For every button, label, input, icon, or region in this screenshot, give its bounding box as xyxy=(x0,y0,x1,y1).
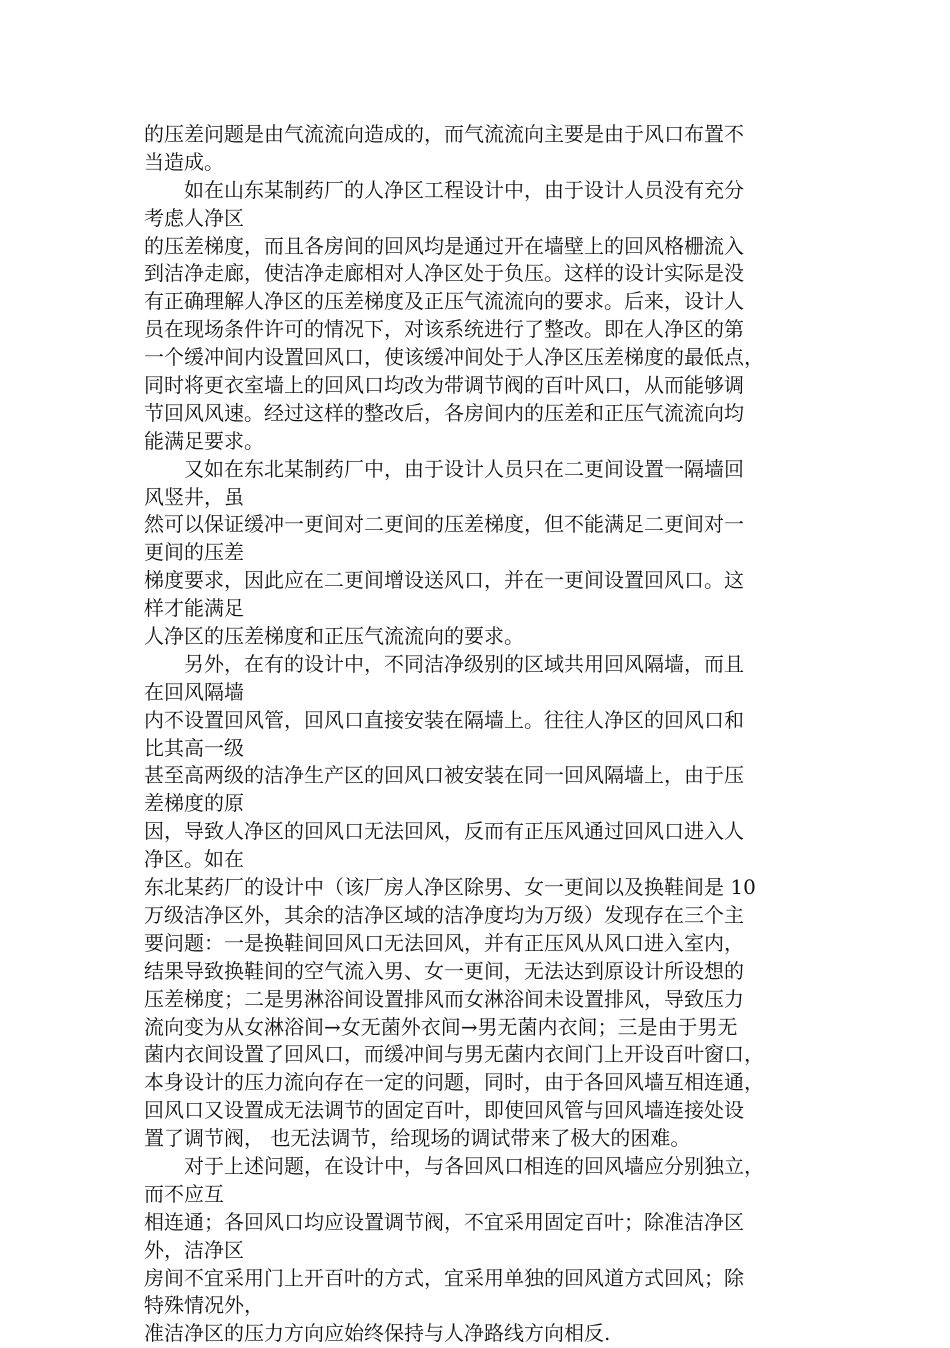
text-line: 比其高一级 xyxy=(144,735,244,760)
text-line: 然可以保证缓冲一更间对二更间的压差梯度，但不能满足二更间对一 xyxy=(144,512,744,537)
text-line: 差梯度的原 xyxy=(144,791,244,816)
text-line: 结果导致换鞋间的空气流入男、女一更间，无法达到原设计所设想的 xyxy=(144,958,744,983)
text-line: 净区。如在 xyxy=(144,847,244,872)
text-line: 风竖井，虽 xyxy=(144,484,244,509)
text-line: 同时将更衣室墙上的回风口均改为带调节阀的百叶风口，从而能够调 xyxy=(144,373,744,398)
text-line: 当造成。 xyxy=(144,149,224,174)
body-text xyxy=(144,121,824,1348)
text-line: 内不设置回风管，回风口直接安装在隔墙上。往往人净区的回风口和 xyxy=(144,707,744,732)
text-line: 回风口又设置成无法调节的固定百叶，即使回风管与回风墙连接处设 xyxy=(144,1098,744,1123)
text-line: 样才能满足 xyxy=(144,596,244,621)
text-line: 万级洁净区外，其余的洁净区域的洁净度均为万级）发现存在三个主 xyxy=(144,902,744,927)
text-line: 一个缓冲间内设置回风口，使该缓冲间处于人净区压差梯度的最低点， xyxy=(144,345,764,370)
text-line: 的压差梯度，而且各房间的回风均是通过开在墙壁上的回风格栅流入 xyxy=(144,233,744,258)
text-line: 置了调节阀， 也无法调节，给现场的调试带来了极大的困难。 xyxy=(144,1126,691,1151)
text-line: 因，导致人净区的回风口无法回风，反而有正压风通过回风口进入人 xyxy=(144,819,744,844)
text-line: 有正确理解人净区的压差梯度及正压气流流向的要求。后来，设计人 xyxy=(144,289,744,314)
text-line: 房间不宜采用门上开百叶的方式，宜采用单独的回风道方式回风；除 xyxy=(144,1265,744,1290)
text-line: 在回风隔墙 xyxy=(144,679,244,704)
text-line: 考虑人净区 xyxy=(144,205,244,230)
text-line: 菌内衣间设置了回风口，而缓冲间与男无菌内衣间门上开设百叶窗口， xyxy=(144,1042,764,1067)
text-line: 梯度要求，因此应在二更间增设送风口，并在一更间设置回风口。这 xyxy=(144,568,744,593)
text-line: 压差梯度；二是男淋浴间设置排风而女淋浴间未设置排风，导致压力 xyxy=(144,986,744,1011)
text-line: 东北某药厂的设计中（该厂房人净区除男、女一更间以及换鞋间是 10 xyxy=(144,875,756,900)
text-line: 流向变为从女淋浴间→女无菌外衣间→男无菌内衣间；三是由于男无 xyxy=(144,1014,738,1039)
text-line: 节回风风速。经过这样的整改后，各房间内的压差和正压气流流向均 xyxy=(144,400,744,425)
text-line: 员在现场条件许可的情况下，对该系统进行了整改。即在人净区的第 xyxy=(144,317,744,342)
text-line: 相连通；各回风口均应设置调节阀，不宜采用固定百叶；除准洁净区 xyxy=(144,1209,744,1234)
text-line: 甚至高两级的洁净生产区的回风口被安装在同一回风隔墙上，由于压 xyxy=(144,763,744,788)
text-line: 到洁净走廊，使洁净走廊相对人净区处于负压。这样的设计实际是没 xyxy=(144,261,744,286)
text-line: 本身设计的压力流向存在一定的问题，同时，由于各回风墙互相连通， xyxy=(144,1070,764,1095)
text-line: 又如在东北某制药厂中，由于设计人员只在二更间设置一隔墙回 xyxy=(184,456,744,481)
text-line: 准洁净区的压力方向应始终保持与人净路线方向相反. xyxy=(144,1321,611,1346)
text-line: 特殊情况外， xyxy=(144,1293,264,1318)
text-line: 能满足要求。 xyxy=(144,428,264,453)
text-line: 另外，在有的设计中，不同洁净级别的区域共用回风隔墙，而且 xyxy=(184,651,744,676)
text-line: 要问题：一是换鞋间回风口无法回风，并有正压风从风口进入室内， xyxy=(144,930,744,955)
text-line: 如在山东某制药厂的人净区工程设计中，由于设计人员没有充分 xyxy=(184,177,744,202)
text-line: 人净区的压差梯度和正压气流流向的要求。 xyxy=(144,624,524,649)
text-line: 外，洁净区 xyxy=(144,1237,244,1262)
text-line: 更间的压差 xyxy=(144,540,244,565)
text-line: 对于上述问题，在设计中，与各回风口相连的回风墙应分别独立， xyxy=(184,1153,764,1178)
text-line: 而不应互 xyxy=(144,1181,224,1206)
text-line: 的压差问题是由气流流向造成的，而气流流向主要是由于风口布置不 xyxy=(144,122,744,146)
